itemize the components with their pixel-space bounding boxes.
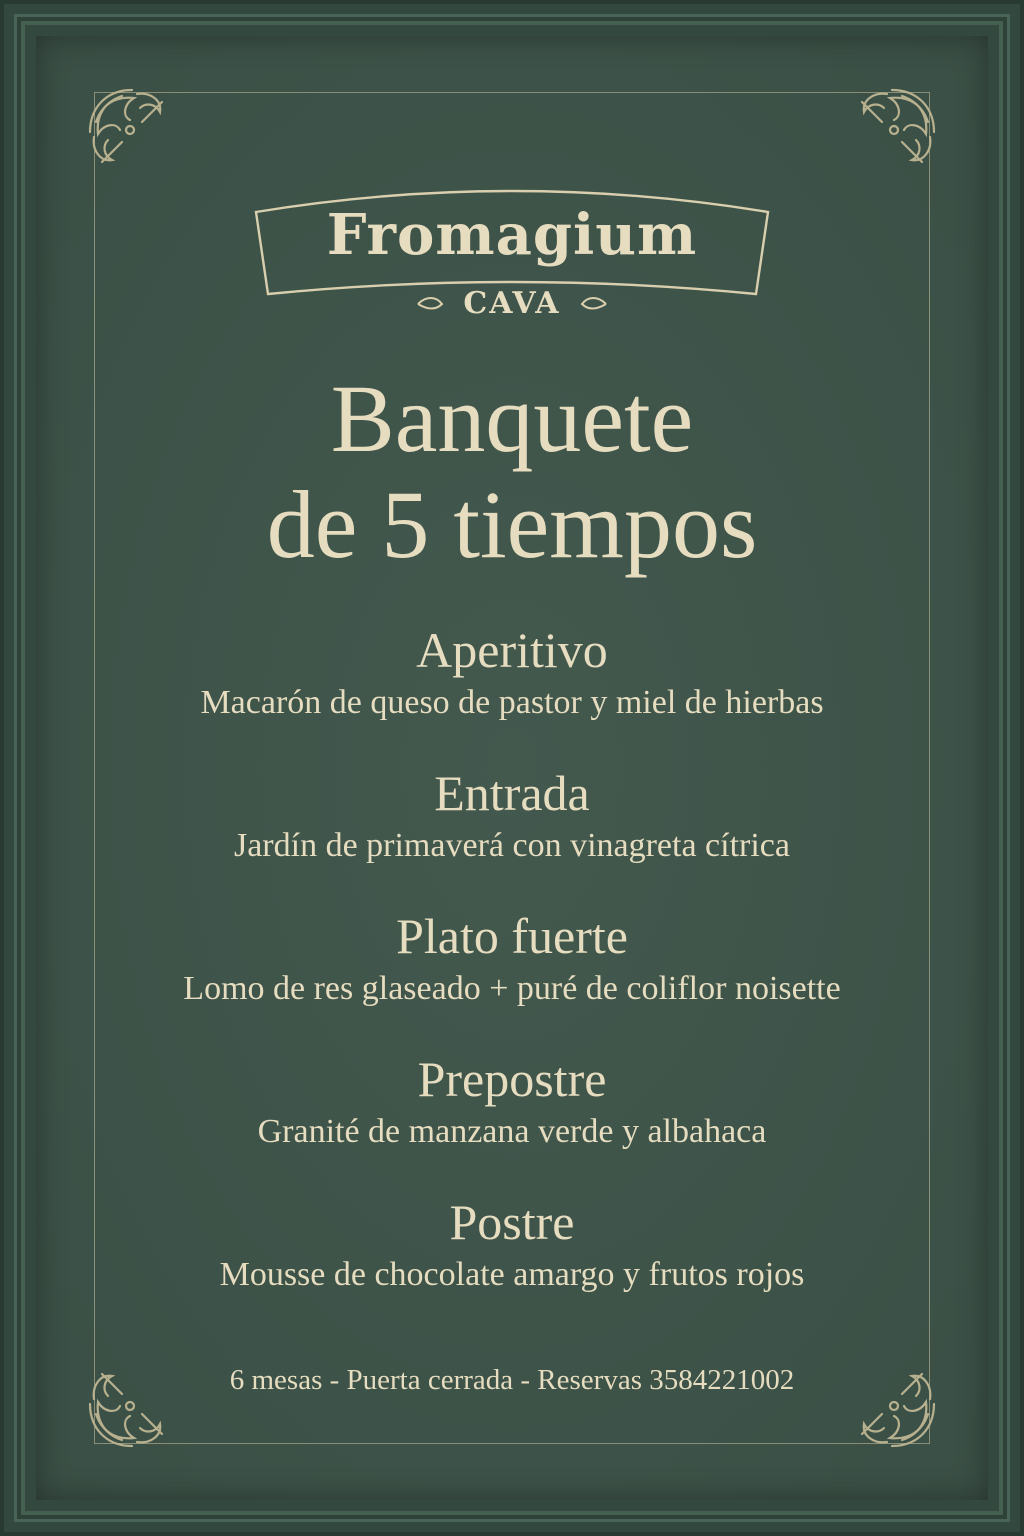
title-line-1: Banquete bbox=[330, 365, 694, 472]
brand-name: Fromagium bbox=[326, 202, 698, 268]
course-name: Entrada bbox=[434, 765, 590, 821]
course-name: Aperitivo bbox=[416, 622, 608, 678]
menu-content bbox=[36, 36, 988, 1500]
course-name: Plato fuerte bbox=[396, 908, 628, 964]
course-item bbox=[36, 1049, 988, 1192]
course-description: Lomo de res glaseado + puré de coliflor noisette bbox=[183, 970, 841, 1007]
course-description: Granité de manzana verde y albahaca bbox=[257, 1113, 767, 1150]
course-description: Mousse de chocolate amargo y frutos rojos bbox=[219, 1256, 805, 1293]
title-line-2: de 5 tiempos bbox=[266, 471, 758, 578]
footer-info: 6 mesas - Puerta cerrada - Reservas 3584221002 bbox=[229, 1364, 795, 1396]
course-item bbox=[36, 1192, 988, 1335]
course-description: Jardín de primaverá con vinagreta cítrica bbox=[233, 827, 790, 864]
page-title bbox=[36, 366, 988, 578]
course-item bbox=[36, 620, 988, 763]
course-list bbox=[36, 620, 988, 1335]
course-item bbox=[36, 906, 988, 1049]
course-name: Prepostre bbox=[417, 1051, 607, 1107]
brand-subtitle: CAVA bbox=[463, 286, 561, 321]
logo bbox=[250, 182, 774, 332]
course-description: Macarón de queso de pastor y miel de hierbas bbox=[200, 684, 824, 721]
course-name: Postre bbox=[449, 1194, 575, 1250]
course-item bbox=[36, 763, 988, 906]
